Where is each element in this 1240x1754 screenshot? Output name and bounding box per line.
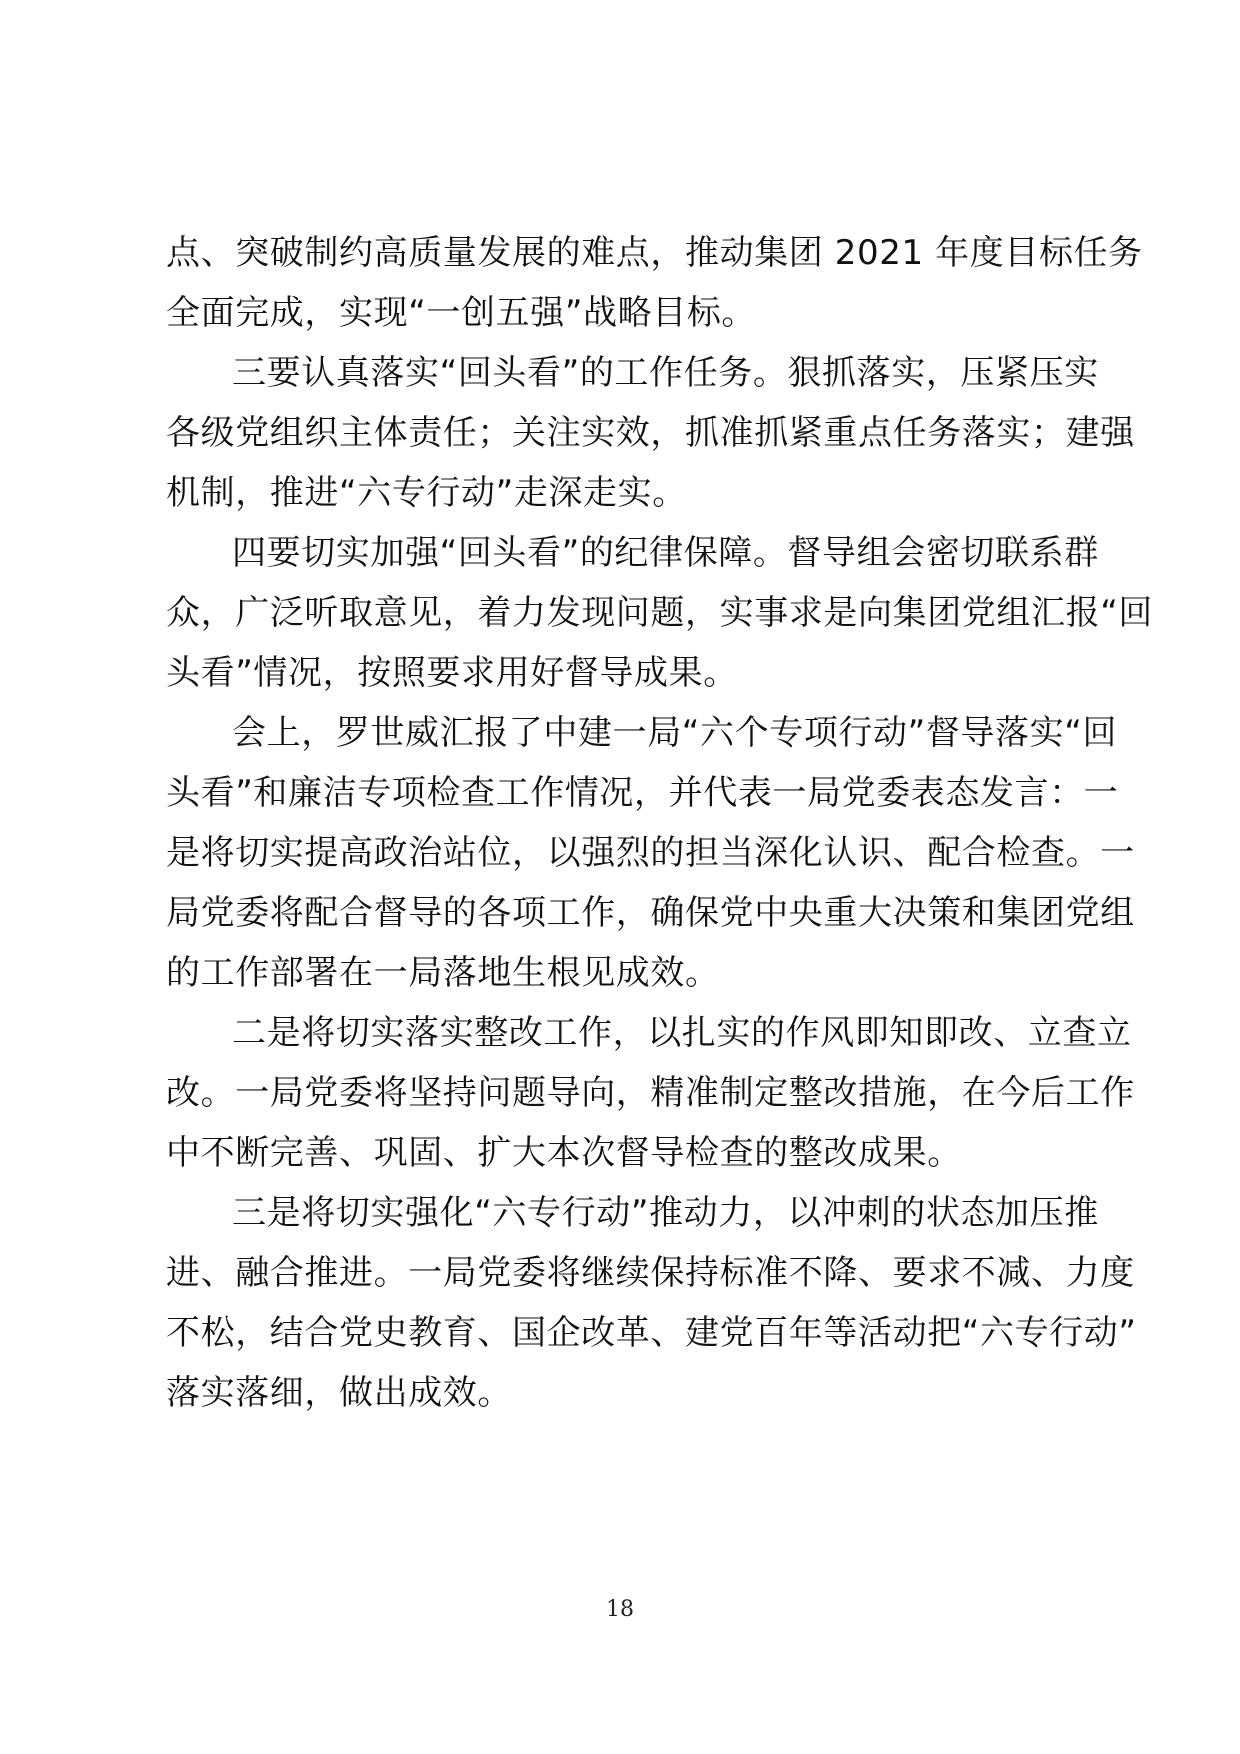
paragraph bbox=[166, 703, 1135, 1003]
text-line: 机制，推进“六专行动”走深走实。 bbox=[166, 473, 687, 513]
text-line: 头看”和廉洁专项检查工作情况，并代表一局党委表态发言：一 bbox=[166, 773, 1119, 813]
text-line: 众，广泛听取意见，着力发现问题，实事求是向集团党组汇报“回 bbox=[166, 593, 1154, 633]
text-line: 是将切实提高政治站位，以强烈的担当深化认识、配合检查。一 bbox=[166, 833, 1135, 873]
paragraph bbox=[166, 343, 1135, 523]
page-number: 18 bbox=[606, 1597, 634, 1622]
text-line: 进、融合推进。一局党委将继续保持标准不降、要求不减、力度 bbox=[166, 1253, 1135, 1293]
text-line: 不松，结合党史教育、国企改革、建党百年等活动把“六专行动” bbox=[166, 1313, 1137, 1353]
text-line: 落实落细，做出成效。 bbox=[166, 1373, 512, 1413]
paragraph bbox=[166, 523, 1154, 703]
text-line: 改。一局党委将坚持问题导向，精准制定整改措施，在今后工作 bbox=[166, 1073, 1135, 1113]
paragraph bbox=[166, 1003, 1135, 1183]
text-line: 三是将切实强化“六专行动”推动力，以冲刺的状态加压推 bbox=[232, 1193, 1099, 1233]
text-line: 点、突破制约高质量发展的难点，推动集团 2021 年度目标任务 bbox=[166, 233, 1143, 273]
text-line: 三要认真落实“回头看”的工作任务。狠抓落实，压紧压实 bbox=[232, 353, 1099, 393]
paragraph bbox=[166, 223, 1143, 343]
text-line: 四要切实加强“回头看”的纪律保障。督导组会密切联系群 bbox=[232, 533, 1099, 573]
text-line: 会上，罗世威汇报了中建一局“六个专项行动”督导落实“回 bbox=[232, 713, 1118, 753]
text-line: 二是将切实落实整改工作，以扎实的作风即知即改、立查立 bbox=[232, 1013, 1132, 1053]
paragraph bbox=[166, 1183, 1137, 1423]
text-line: 局党委将配合督导的各项工作，确保党中央重大决策和集团党组 bbox=[166, 893, 1135, 933]
text-line: 全面完成，实现“一创五强”战略目标。 bbox=[166, 293, 757, 333]
text-line: 头看”情况，按照要求用好督导成果。 bbox=[166, 653, 738, 693]
text-line: 的工作部署在一局落地生根见成效。 bbox=[166, 953, 720, 993]
body-text bbox=[166, 223, 1154, 1423]
text-line: 各级党组织主体责任；关注实效，抓准抓紧重点任务落实；建强 bbox=[166, 413, 1135, 453]
text-line: 中不断完善、巩固、扩大本次督导检查的整改成果。 bbox=[166, 1133, 962, 1173]
